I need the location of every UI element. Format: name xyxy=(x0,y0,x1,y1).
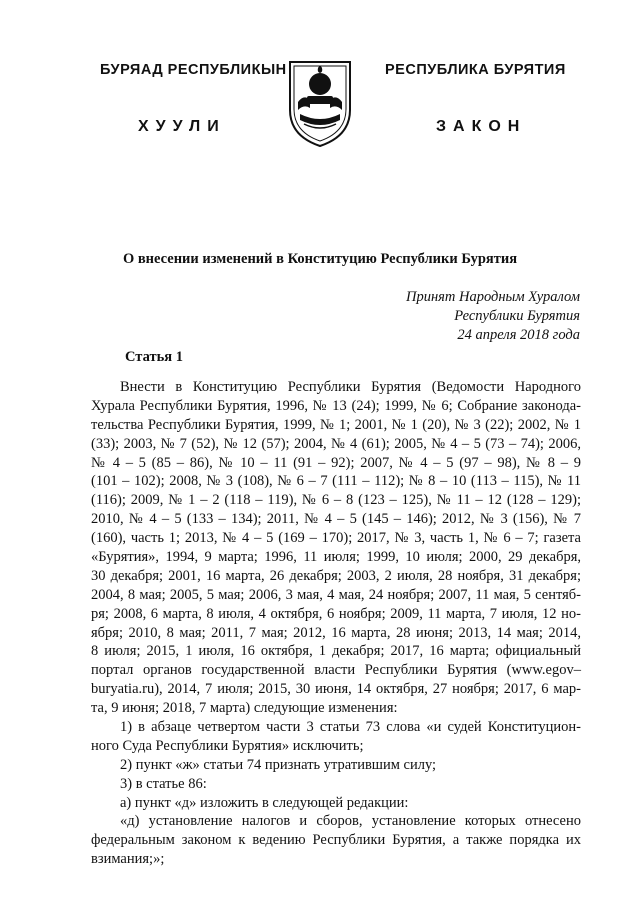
body-line: «Бурятия», 1994, 9 марта; 1996, 11 июля; 1999, 10 июля; 2000, 29 декабря, xyxy=(91,549,581,566)
body-line: тельства Республики Бурятия, 1999, № 1; 2001, № 1 (20), № 3 (22); 2002, № 1 xyxy=(91,416,581,433)
body-line: (101 – 102); 2008, № 3 (108), № 6 – 7 (111 – 112); № 8 – 10 (113 – 115), № 11 xyxy=(91,473,581,490)
adoption-date: 24 апреля 2018 года xyxy=(457,327,580,343)
amendment-quote: «д) установление налогов и сборов, установление которых отнесено xyxy=(120,813,581,830)
body-line: 30 декабря; 2001, 16 марта, 26 декабря; 2003, 2 июля, 28 ноября, 31 декабря; xyxy=(91,567,581,584)
adoption-line-2: Республики Бурятия xyxy=(454,308,580,324)
amendment-item-3: 3) в статье 86: xyxy=(120,775,207,792)
adoption-line-1: Принят Народным Хуралом xyxy=(405,289,580,305)
article-body xyxy=(91,378,581,869)
body-line: 8 июля; 2015, 1 июля, 16 октября, 1 декабря; 2017, 16 марта; официальный xyxy=(91,643,581,660)
amendment-item-3a: а) пункт «д» изложить в следующей редакции: xyxy=(120,794,409,811)
body-line: (160), часть 1; 2013, № 4 – 5 (169 – 170); 2017, № 3, часть 1, № 6 – 7; газета xyxy=(91,530,581,547)
body-line: портал органов государственной власти Республики Бурятия (www.egov– xyxy=(91,662,581,679)
body-line: 2010, № 4 – 5 (133 – 134); 2011, № 4 – 5 (145 – 146); 2012, № 3 (156), № 7 xyxy=(91,511,581,528)
body-line: (33); 2003, № 7 (52), № 12 (57); 2004, № 4 (61); 2005, № 4 – 5 (73 – 74); 2006, xyxy=(91,435,581,452)
adoption-note xyxy=(406,288,580,345)
body-line: ря; 2008, 6 марта, 8 июля, 4 октября, 6 ноября; 2009, 11 марта, 7 июля, 12 но- xyxy=(91,605,581,622)
body-line: ября; 2010, 8 мая; 2011, 7 мая; 2012, 16 марта, 28 июня; 2013, 14 мая; 2014, xyxy=(91,624,581,641)
body-line: Внести в Конституцию Республики Бурятия (Ведомости Народного xyxy=(120,379,581,395)
body-line: buryatia.ru), 2014, 7 июля; 2015, 30 июня, 14 октября, 27 ноября; 2017, 6 мар- xyxy=(91,681,581,698)
article-heading: Статья 1 xyxy=(125,349,183,365)
law-title: О внесении изменений в Конституцию Республики Бурятия xyxy=(122,251,518,267)
header-right-subtitle: ЗАКОН xyxy=(436,118,527,135)
header-right-title: РЕСПУБЛИКА БУРЯТИЯ xyxy=(385,62,566,78)
amendment-quote-end: взимания;»; xyxy=(91,851,165,868)
header-left-title: БУРЯАД РЕСПУБЛИКЫН xyxy=(100,62,287,78)
body-line: Хурала Республики Бурятия, 1996, № 13 (24); 1999, № 6; Собрание законода- xyxy=(91,397,581,414)
body-line: (116); 2009, № 1 – 2 (118 – 119), № 6 – 8 (123 – 125), № 11 – 12 (128 – 129); xyxy=(91,492,581,509)
coat-of-arms-icon xyxy=(284,58,356,148)
header-left-subtitle: ХУУЛИ xyxy=(138,118,226,135)
amendment-quote-cont: федеральным законом к ведению Республики Бурятия, а также порядка их xyxy=(91,832,581,849)
amendment-item-1-cont: ного Суда Республики Бурятия» исключить; xyxy=(91,737,364,754)
amendment-item-2: 2) пункт «ж» статьи 74 признать утратившим силу; xyxy=(120,756,437,773)
amendment-item-1: 1) в абзаце четвертом части 3 статьи 73 слова «и судей Конституцион- xyxy=(120,719,581,736)
body-line: та, 9 июня; 2018, 7 марта) следующие изменения: xyxy=(91,700,398,717)
body-line: № 4 – 5 (85 – 86), № 10 – 11 (91 – 92); 2007, № 4 – 5 (97 – 98), № 8 – 9 xyxy=(91,454,581,471)
body-line: 2004, 8 мая; 2005, 5 мая; 2006, 3 мая, 4 мая, 24 ноября; 2007, 11 мая, 5 сентяб- xyxy=(91,586,581,603)
